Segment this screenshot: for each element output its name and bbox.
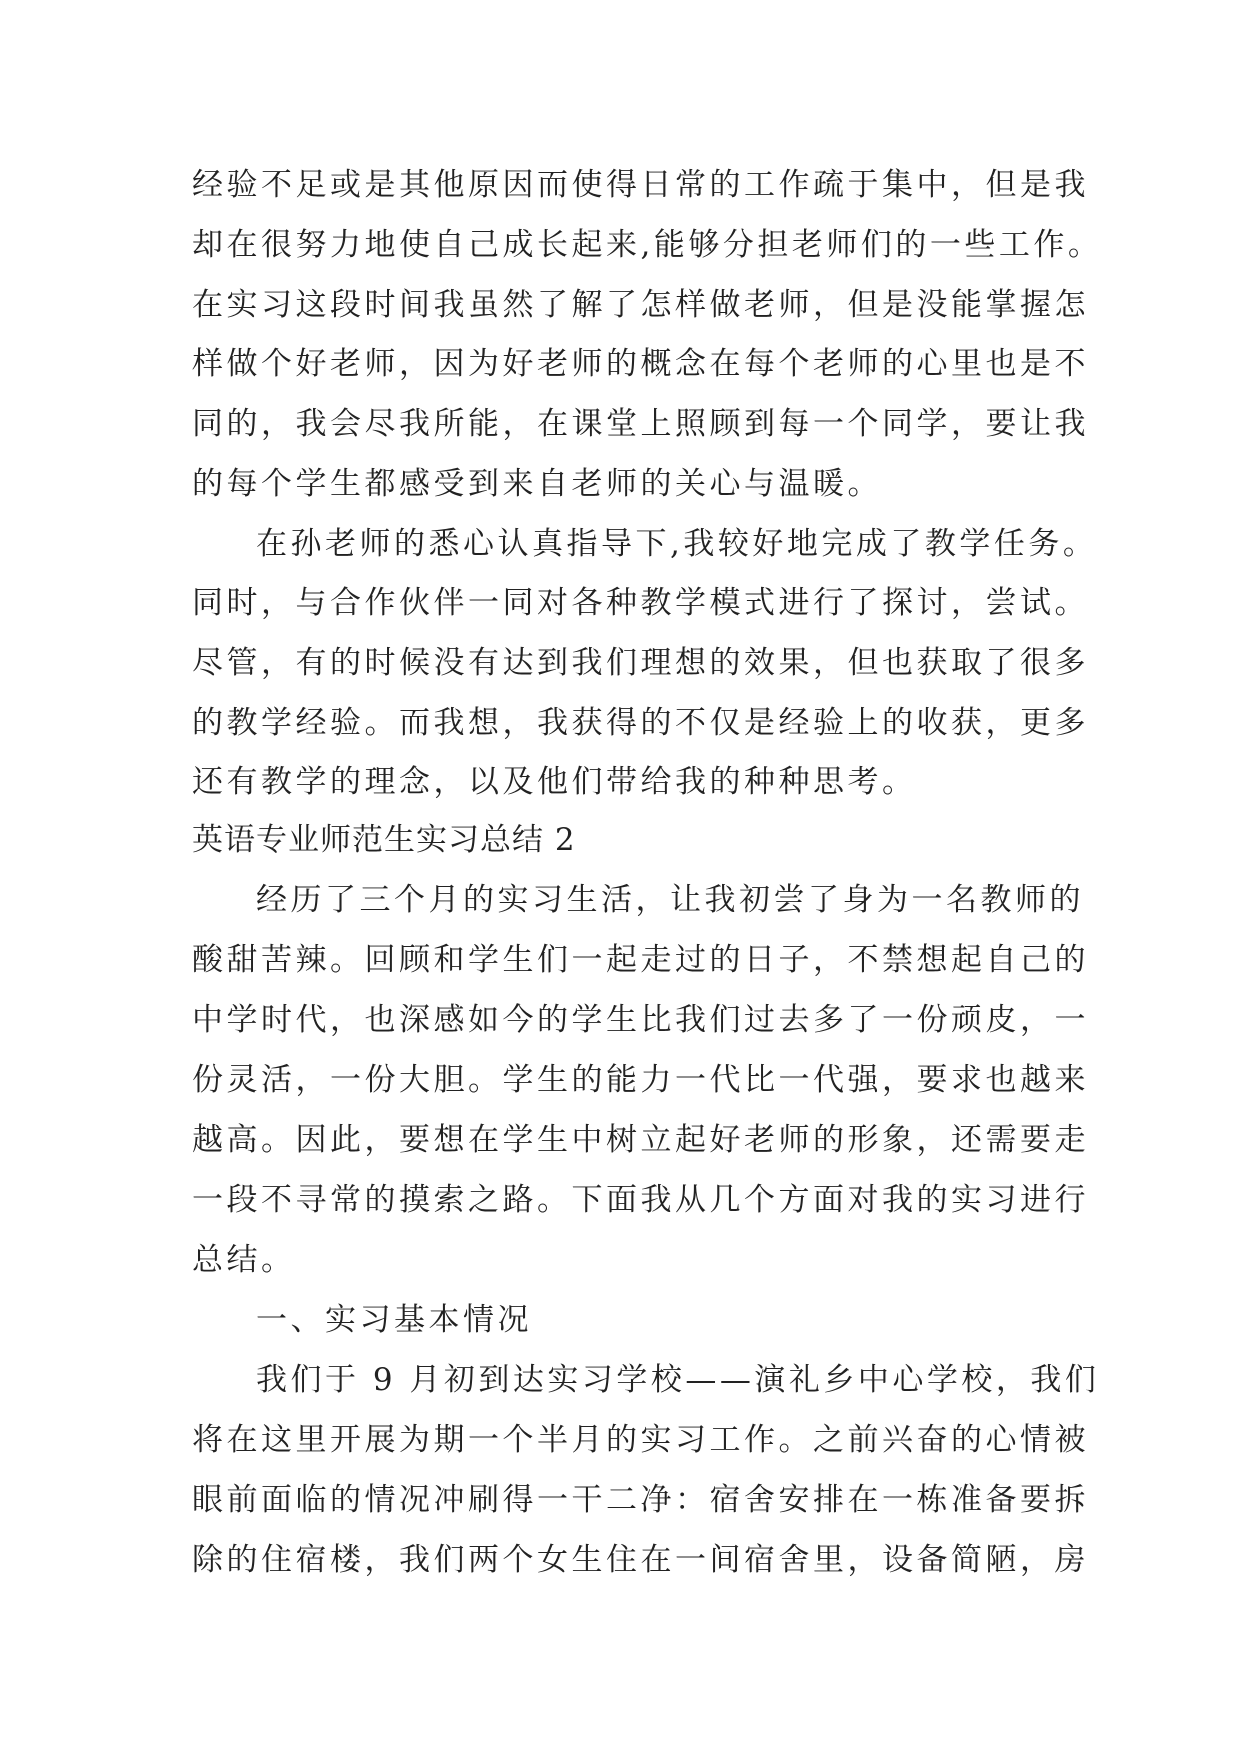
text-line: 总结。 — [192, 1242, 296, 1278]
text-line: 经验不足或是其他原因而使得日常的工作疏于集中，但是我 — [192, 167, 1089, 203]
text-line: 的每个学生都感受到来自老师的关心与温暖。 — [192, 466, 882, 502]
text-line: 将在这里开展为期一个半月的实习工作。之前兴奋的心情被 — [192, 1422, 1089, 1458]
text-line: 越高。因此，要想在学生中树立起好老师的形象，还需要走 — [192, 1122, 1089, 1158]
text-line: 同的，我会尽我所能，在课堂上照顾到每一个同学，要让我 — [192, 406, 1089, 442]
text-line: 一段不寻常的摸索之路。下面我从几个方面对我的实习进行 — [192, 1182, 1089, 1218]
text-line: 还有教学的理念，以及他们带给我的种种思考。 — [192, 764, 917, 800]
paragraph-first-line: 我们于 9 月初到达实习学校——演礼乡中心学校，我们 — [256, 1362, 1100, 1398]
text-line: 尽管，有的时候没有达到我们理想的效果，但也获取了很多 — [192, 645, 1089, 681]
text-line: 除的住宿楼，我们两个女生住在一间宿舍里，设备简陋，房 — [192, 1542, 1089, 1578]
subsection-heading: 一、实习基本情况 — [256, 1302, 532, 1338]
text-line: 样做个好老师，因为好老师的概念在每个老师的心里也是不 — [192, 346, 1089, 382]
text-line: 在实习这段时间我虽然了解了怎样做老师，但是没能掌握怎 — [192, 287, 1089, 323]
text-line: 眼前面临的情况冲刷得一干二净：宿舍安排在一栋准备要拆 — [192, 1482, 1089, 1518]
paragraph-first-line: 在孙老师的悉心认真指导下,我较好地完成了教学任务。 — [256, 526, 1098, 562]
text-line: 酸甜苦辣。回顾和学生们一起走过的日子，不禁想起自己的 — [192, 942, 1089, 978]
text-line: 却在很努力地使自己成长起来,能够分担老师们的一些工作。 — [192, 227, 1103, 263]
text-line: 的教学经验。而我想，我获得的不仅是经验上的收获，更多 — [192, 705, 1089, 741]
paragraph-first-line: 经历了三个月的实习生活，让我初尝了身为一名教师的 — [256, 882, 1084, 918]
section-heading: 英语专业师范生实习总结 2 — [192, 822, 576, 858]
text-line: 中学时代，也深感如今的学生比我们过去多了一份顽皮，一 — [192, 1002, 1089, 1038]
text-line: 份灵活，一份大胆。学生的能力一代比一代强，要求也越来 — [192, 1062, 1089, 1098]
text-line: 同时，与合作伙伴一同对各种教学模式进行了探讨，尝试。 — [192, 585, 1089, 621]
